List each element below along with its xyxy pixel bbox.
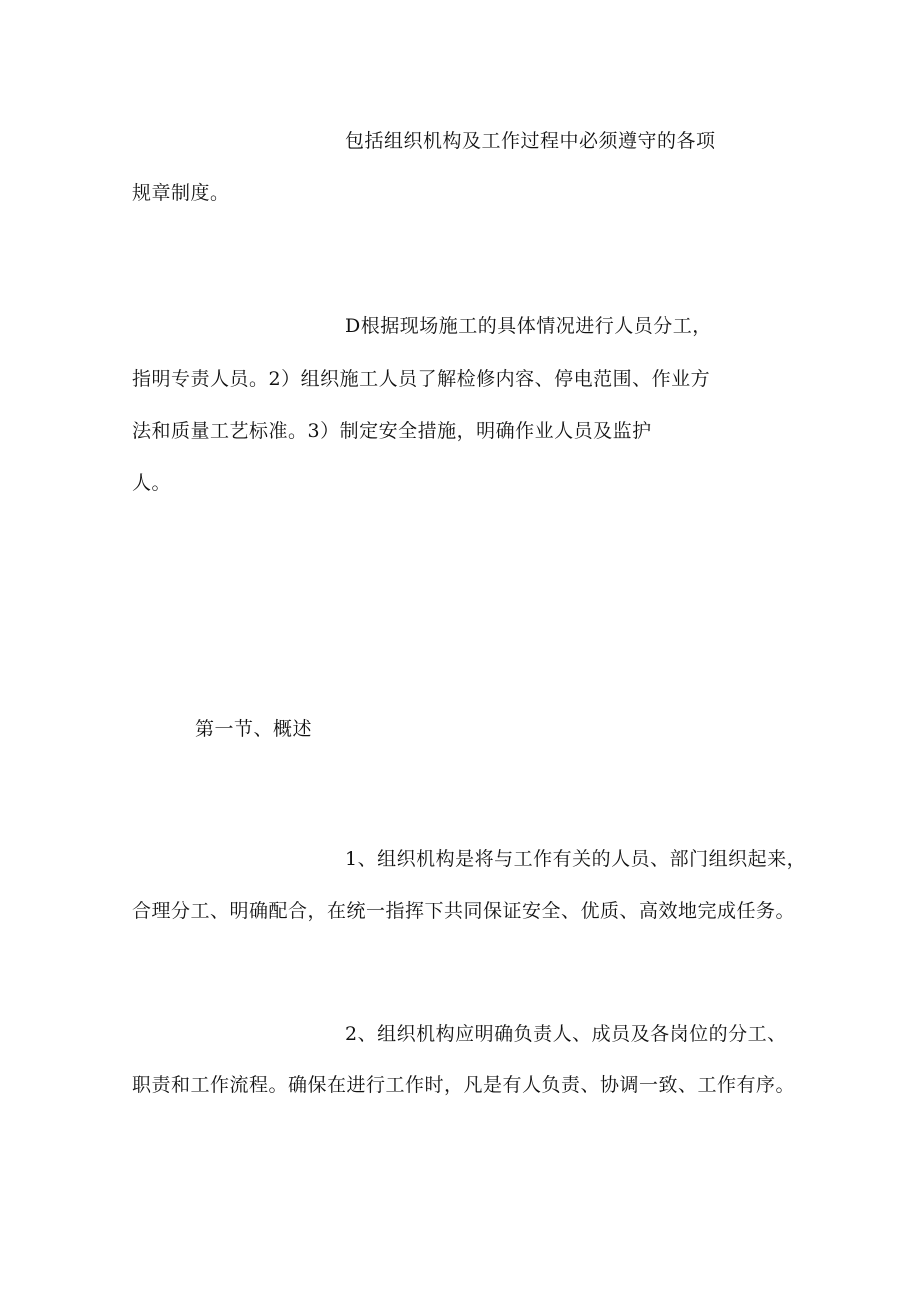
paragraph-3-line-2: 合理分工、明确配合，在统一指挥下共同保证安全、优质、高效地完成任务。 (132, 900, 796, 922)
paragraph-2-line-2: 指明专责人员。2）组织施工人员了解检修内容、停电范围、作业方 (132, 368, 711, 390)
paragraph-3-line-1: 1、组织机构是将与工作有关的人员、部门组织起来， (345, 848, 807, 870)
paragraph-1-line-1: 包括组织机构及工作过程中必须遵守的各项 (345, 130, 716, 152)
section-heading: 第一节、概述 (195, 718, 313, 740)
paragraph-2-line-3: 法和质量工艺标准。3）制定安全措施，明确作业人员及监护 (132, 420, 652, 442)
paragraph-1-line-2: 规章制度。 (132, 182, 230, 204)
paragraph-4-line-1: 2、组织机构应明确负责人、成员及各岗位的分工、 (345, 1023, 787, 1045)
paragraph-4-line-2: 职责和工作流程。确保在进行工作时，凡是有人负责、协调一致、工作有序。 (132, 1074, 796, 1096)
paragraph-2-line-4: 人。 (132, 472, 172, 494)
paragraph-2-line-1: D根据现场施工的具体情况进行人员分工， (345, 315, 712, 337)
